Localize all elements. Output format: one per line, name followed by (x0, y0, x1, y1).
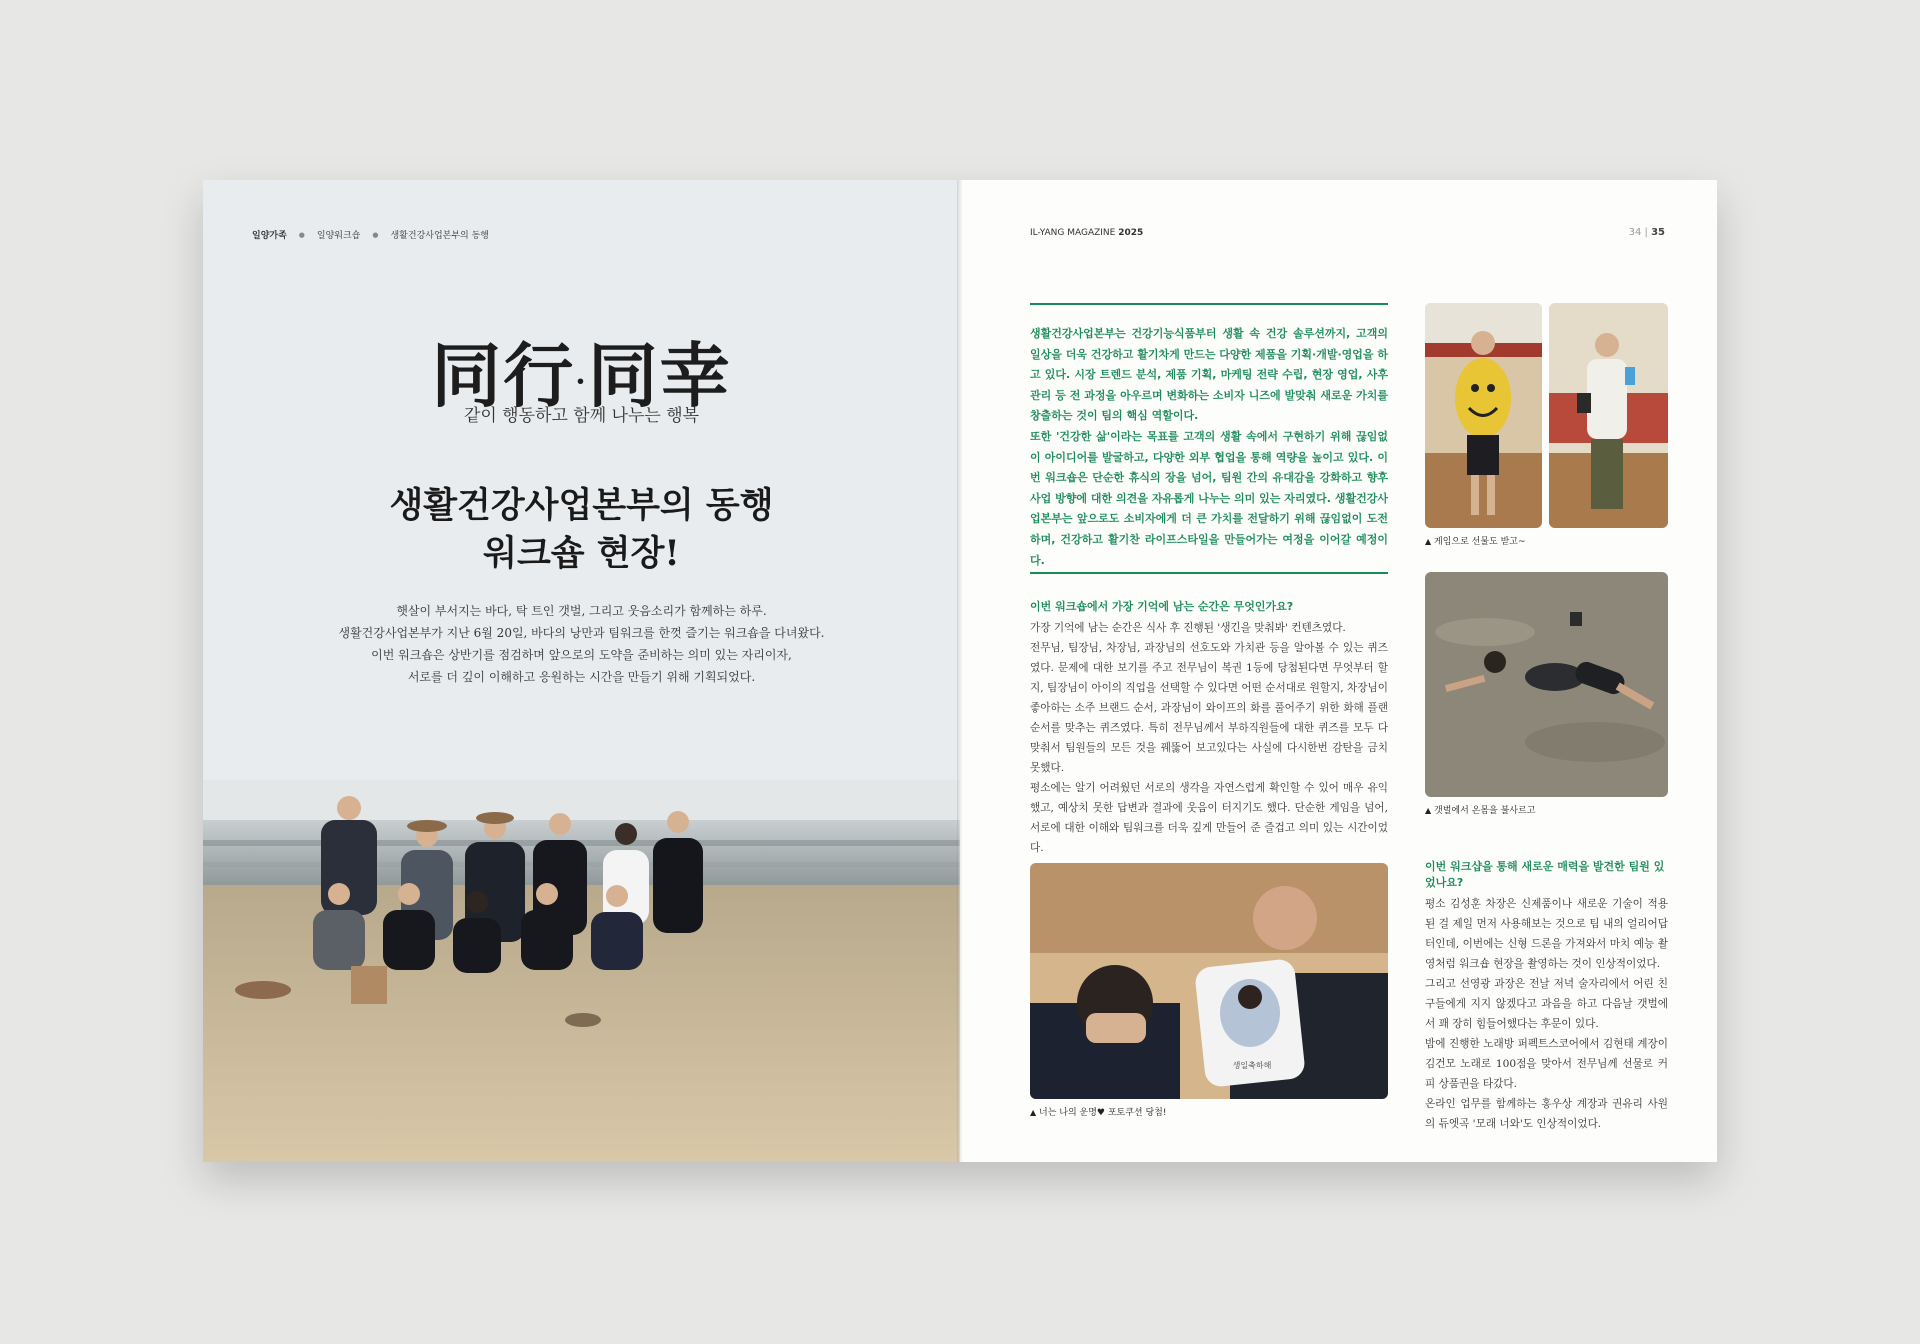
lead-text (1030, 324, 1388, 571)
page-number-separator: | (1644, 227, 1648, 238)
caption-game (1425, 534, 1526, 547)
hanja-title-part: 同行 (431, 334, 576, 417)
question-heading: 이번 워크숍에서 가장 기억에 남는 순간은 무엇인가요? (1030, 600, 1294, 613)
caption-pillow (1030, 1105, 1166, 1118)
headline (203, 482, 960, 578)
caption-text: 게임으로 선물도 받고~ (1434, 537, 1526, 547)
headline-line: 생활건강사업본부의 동행 (389, 485, 774, 526)
intro-line: 이번 워크숍은 상반기를 점검하며 앞으로의 도약을 준비하는 의미 있는 자리이자, (371, 648, 792, 662)
caption-text: 갯벌에서 온몸을 불사르고 (1434, 806, 1536, 816)
triangle-up-icon: ▲ (1030, 1108, 1037, 1117)
hanja-title-dot: · (575, 364, 588, 400)
breadcrumb-separator-icon: ● (298, 230, 305, 239)
answer-paragraph: 그리고 선영광 과장은 전날 저녁 술자리에서 어린 친구들에게 지지 않겠다고 과음을 하고 다음날 갯벌에서 꽤 장히 힘들어했다는 후문이 있다. (1425, 978, 1668, 1030)
intro-line: 서로를 더 깊이 이해하고 응원하는 시간을 만들기 위해 기획되었다. (407, 670, 756, 684)
lead-paragraph: 또한 '건강한 삶'이라는 목표를 고객의 생활 속에서 구현하기 위해 끊임없이 아이디어를 발굴하고, 다양한 외부 협업을 통해 역량을 높이고 있다. 이번 워크숍은 단순한 휴식의 장을 넘어, 팀원 간의 유대감을 강화하고 향후 사업 방향에 대한 의견을 자유롭게 나누는 의미 있는 자리였다. 생활건강사업본부는 앞으로도 소비자에게 더 큰 가치를 전달하기 위해 끊임없이 도전하며, 건강하고 활기찬 라이프스타일을 만들어가는 여정을 이어갈 예정이다. (1030, 429, 1388, 567)
headline-line: 워크숍 현장! (483, 533, 680, 574)
answer-paragraph: 전무님, 팀장님, 차장님, 과장님의 선호도와 가치관 등을 알아볼 수 있는 퀴즈였다. 문제에 대한 보기를 주고 전무님이 복권 1등에 당첨된다면 무엇부터 할지, 팀장님이 아이의 직업을 선택할 수 있다면 어떤 순서대로 원할지, 차장님이 좋아하는 소주 브랜드 순서, 과장님이 와이프의 화를 풀어주기 위한 화해 플랜 순서를 맞추는 퀴즈였다. 특히 전무님께서 부하직원들에 대한 퀴즈를 모두 다 맞춰서 팀원들의 모든 것을 꿰뚫어 보고있다는 사실에 다시한번 감탄을 금치 못했다. (1030, 642, 1388, 774)
intro-paragraph (203, 600, 960, 688)
caption-mudflat (1425, 803, 1535, 816)
page-number-left: 34 (1628, 227, 1642, 238)
breadcrumb (252, 228, 489, 241)
breadcrumb-separator-icon: ● (372, 230, 379, 239)
divider (1030, 303, 1388, 305)
intro-line: 햇살이 부서지는 바다, 탁 트인 갯벌, 그리고 웃음소리가 함께하는 하루. (396, 604, 767, 618)
magazine-year: 2025 (1118, 228, 1144, 238)
subtitle: 같이 행동하고 함께 나누는 행복 (463, 406, 700, 426)
question-heading: 이번 워크샵을 통해 새로운 매력을 발견한 팀원 있었나요? (1425, 860, 1665, 889)
pillow-text: 생일축하해 (1232, 1061, 1272, 1070)
qa-block-1 (1030, 598, 1388, 858)
answer-paragraph: 밤에 진행한 노래방 퍼펙트스코어에서 김현태 계장이 김건모 노래로 100점을 맞아서 전무님께 선물로 커피 상품권을 타갔다. (1425, 1038, 1668, 1090)
breadcrumb-item: 일양가족 (252, 231, 287, 241)
answer-paragraph: 평소 김성훈 차장은 신제품이나 새로운 기술이 적용된 걸 제일 먼저 사용해보는 것으로 팀 내의 얼리어답터인데, 이번에는 신형 드론을 가져와서 마치 예능 촬영처럼 워크숍 현장을 촬영하는 것이 인상적이었다. (1425, 898, 1668, 970)
lead-paragraph: 생활건강사업본부는 건강기능식품부터 생활 속 건강 솔루션까지, 고객의 일상을 더욱 건강하고 활기차게 만드는 다양한 제품을 기획·개발·영업을 하고 있다. 시장 트렌드 분석, 제품 기획, 마케팅 전략 수립, 현장 영업, 사후관리 등 전 과정을 아우르며 변화하는 소비자 니즈에 발맞춰 새로운 가치를 창출하는 것이 팀의 핵심 역할이다. (1030, 327, 1388, 423)
intro-line: 생활건강사업본부가 지난 6월 20일, 바다의 낭만과 팀워크를 한껏 즐기는 워크숍을 다녀왔다. (338, 626, 825, 640)
group-photo (203, 780, 960, 1162)
caption-text: 너는 나의 운명♥ 포토쿠션 당첨! (1039, 1108, 1167, 1118)
breadcrumb-item: 일양워크숍 (316, 231, 361, 241)
magazine-name (1030, 228, 1143, 238)
qa-block-2 (1425, 858, 1668, 1134)
magazine-title: IL-YANG MAGAZINE (1030, 228, 1116, 238)
game-photo-1 (1425, 303, 1542, 528)
page-number-right: 35 (1651, 227, 1665, 238)
answer-paragraph: 평소에는 알기 어려웠던 서로의 생각을 자연스럽게 확인할 수 있어 매우 유익했고, 예상치 못한 답변과 결과에 웃음이 터지기도 했다. 단순한 게임을 넘어, 서로에 대한 이해와 팀워크를 더욱 깊게 만들어 준 즐겁고 의미 있는 시간이었다. (1030, 782, 1388, 854)
breadcrumb-item: 생활건강사업본부의 동행 (390, 231, 489, 241)
left-page (203, 180, 960, 1162)
pillow-photo (1030, 863, 1388, 1099)
triangle-up-icon: ▲ (1425, 537, 1432, 546)
triangle-up-icon: ▲ (1425, 806, 1432, 815)
divider (1030, 572, 1388, 574)
hanja-title-part: 同幸 (587, 334, 732, 417)
answer-paragraph: 온라인 업무를 함께하는 홍우상 계장과 권유리 사원의 듀엣곡 '모래 너와'도 인상적이었다. (1425, 1098, 1668, 1130)
page-numbers (1629, 227, 1665, 238)
game-photo-2 (1549, 303, 1668, 528)
right-page (962, 180, 1717, 1162)
answer-paragraph: 가장 기억에 남는 순간은 식사 후 진행된 '생긴을 맞춰봐' 컨텐츠였다. (1030, 622, 1346, 634)
mudflat-photo (1425, 572, 1668, 797)
